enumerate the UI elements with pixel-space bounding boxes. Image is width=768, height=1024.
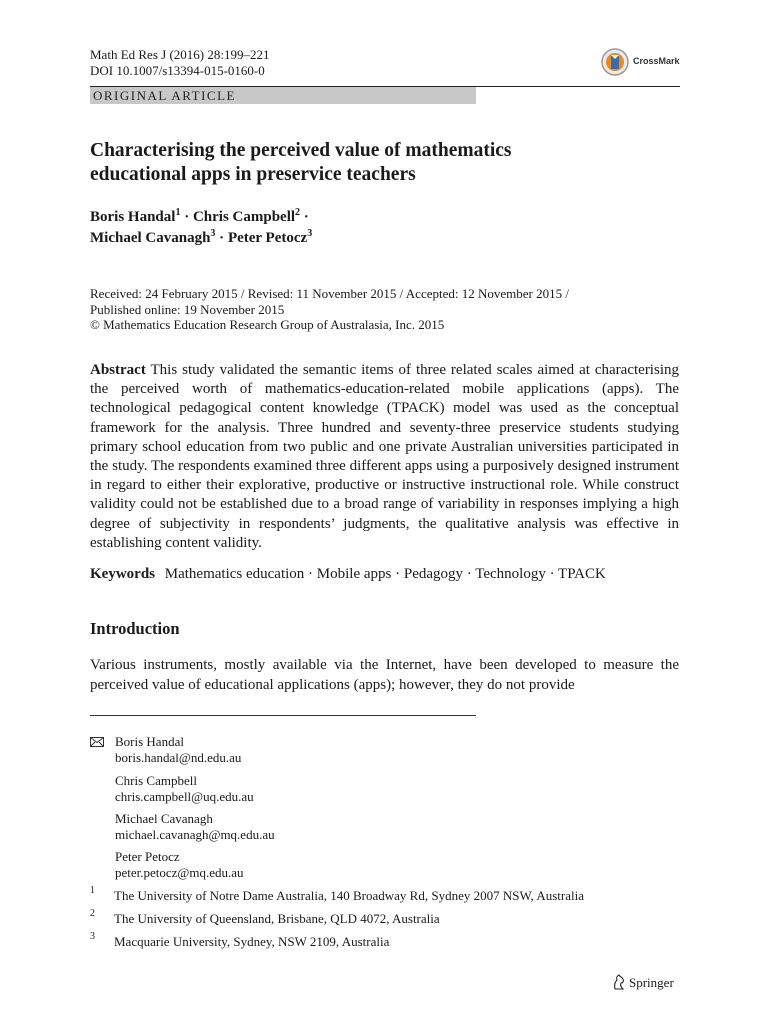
abstract-text: This study validated the semantic items of three related scales aimed at characterising the perceived worth of mathematics-education-related mobile applications (apps). The technological pedagogical content knowledge (TPACK) model was used as the conceptual framework for the analysis. Three hundred and seventy-three preservice students studying primary school education from two public and one private Australian universities participated in the study. The respondents examined three different apps using a purposively designed instrument in regard to either their explorative, productive or instructive instructional role. While construct validity could not be established due to a broad range of variability in responses implying a high degree of subjectivity in respondents’ judgments, the qualitative analysis was effective in establishing content validity. bbox=[90, 362, 679, 551]
publisher-logo bbox=[612, 974, 674, 991]
keywords-label: Keywords bbox=[90, 566, 155, 582]
author-affil-ref: 1 bbox=[175, 207, 181, 218]
section-heading-introduction: Introduction bbox=[90, 619, 180, 638]
doi-line[interactable]: DOI 10.1007/s13394-015-0160-0 bbox=[90, 63, 265, 78]
journal-citation bbox=[90, 47, 269, 79]
contact-entry bbox=[115, 811, 275, 843]
contact-name: Peter Petocz bbox=[115, 849, 180, 864]
contact-email[interactable]: peter.petocz@mq.edu.au bbox=[115, 865, 244, 880]
author-name: Peter Petocz bbox=[227, 230, 308, 246]
title-line: educational apps in preservice teachers bbox=[90, 164, 416, 185]
author-line bbox=[90, 207, 650, 228]
author-separator: · bbox=[303, 209, 309, 225]
article-type: ORIGINAL ARTICLE bbox=[93, 88, 236, 103]
affiliation-text: The University of Notre Dame Australia, 140 Broadway Rd, Sydney 2007 NSW, Australia bbox=[114, 888, 584, 903]
abstract bbox=[90, 361, 679, 553]
author-separator: · bbox=[219, 230, 225, 246]
affiliation-number: 2 bbox=[90, 908, 95, 919]
paper-title bbox=[90, 139, 650, 187]
abstract-label: Abstract bbox=[90, 362, 146, 378]
springer-horse-icon bbox=[612, 974, 626, 990]
affiliation-number: 3 bbox=[90, 931, 95, 942]
footnote-rule bbox=[90, 715, 476, 716]
author-name: Boris Handal bbox=[90, 209, 176, 225]
contact-name: Michael Cavanagh bbox=[115, 811, 213, 826]
author-separator: · bbox=[184, 209, 190, 225]
affiliation-text: The University of Queensland, Brisbane, QLD 4072, Australia bbox=[114, 911, 440, 926]
author-name: Michael Cavanagh bbox=[90, 230, 211, 246]
copyright-line: © Mathematics Education Research Group of Australasia, Inc. 2015 bbox=[90, 317, 445, 332]
author-affil-ref: 3 bbox=[307, 228, 313, 239]
envelope-icon bbox=[90, 737, 104, 747]
affiliation-number: 1 bbox=[90, 885, 95, 896]
dates-line: Received: 24 February 2015 / Revised: 11 November 2015 / Accepted: 12 November 2015 / bbox=[90, 286, 569, 301]
affiliation-text: Macquarie University, Sydney, NSW 2109, Australia bbox=[114, 934, 390, 949]
author-line bbox=[90, 228, 650, 249]
journal-line: Math Ed Res J (2016) 28:199–221 bbox=[90, 47, 270, 62]
publisher-name: Springer bbox=[629, 975, 674, 990]
keywords bbox=[90, 565, 690, 584]
title-line: Characterising the perceived value of mathematics bbox=[90, 140, 512, 161]
crossmark-badge[interactable] bbox=[600, 47, 680, 77]
crossmark-icon bbox=[600, 47, 630, 77]
publication-dates bbox=[90, 286, 690, 333]
contact-entry bbox=[115, 734, 241, 766]
author-name: Chris Campbell bbox=[192, 209, 296, 225]
contact-name: Chris Campbell bbox=[115, 773, 197, 788]
author-list bbox=[90, 207, 650, 249]
contact-email[interactable]: boris.handal@nd.edu.au bbox=[115, 750, 242, 765]
introduction-text: Various instruments, mostly available via the Internet, have been developed to measure the perceived value of educational applications (apps); however, they do not provide bbox=[90, 657, 679, 693]
contact-email[interactable]: michael.cavanagh@mq.edu.au bbox=[115, 827, 275, 842]
keywords-text: Mathematics education · Mobile apps · Pedagogy · Technology · TPACK bbox=[164, 566, 606, 582]
contact-email[interactable]: chris.campbell@uq.edu.au bbox=[115, 789, 254, 804]
contact-entry bbox=[115, 849, 244, 881]
dates-line: Published online: 19 November 2015 bbox=[90, 301, 285, 317]
contact-name: Boris Handal bbox=[115, 734, 184, 749]
contact-entry bbox=[115, 773, 254, 805]
author-affil-ref: 3 bbox=[210, 228, 216, 239]
crossmark-label: CrossMark bbox=[633, 56, 680, 66]
author-affil-ref: 2 bbox=[295, 207, 301, 218]
